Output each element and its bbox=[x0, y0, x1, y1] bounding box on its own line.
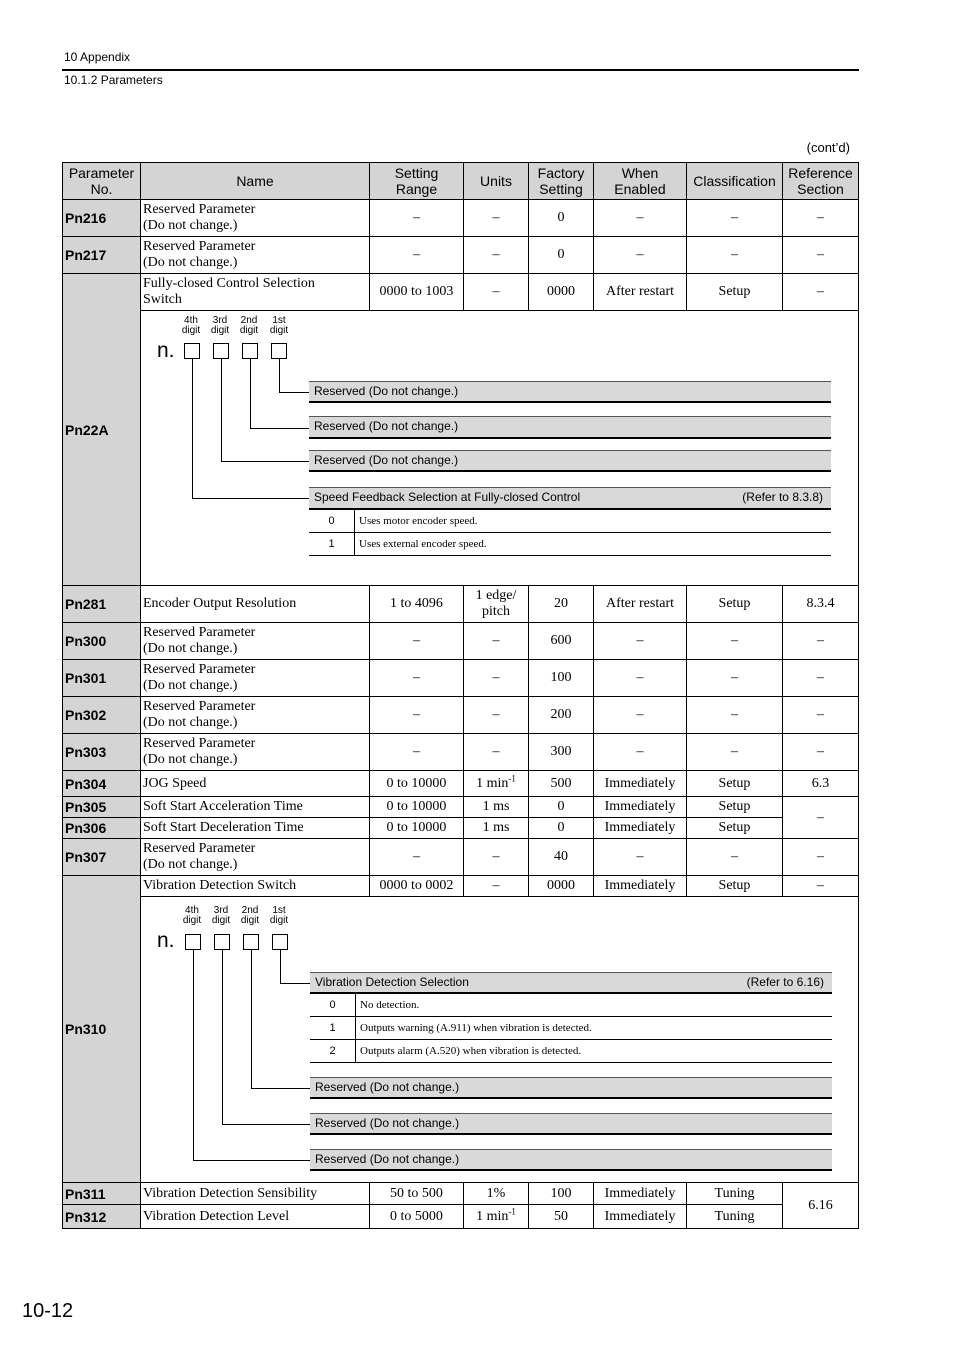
factory-setting: 100 bbox=[529, 660, 594, 697]
setting-range: – bbox=[370, 200, 464, 237]
digit-box-2nd bbox=[243, 934, 259, 950]
pn22a-digit-diagram bbox=[143, 311, 856, 584]
option-value: 0 bbox=[309, 510, 355, 532]
when-enabled: After restart bbox=[594, 586, 687, 623]
pn22a-diagram-cell bbox=[141, 311, 859, 586]
leader-line bbox=[279, 359, 280, 392]
table-row bbox=[63, 623, 859, 660]
param-name: Reserved Parameter (Do not change.) bbox=[141, 660, 370, 697]
parameter-prefix: n. bbox=[157, 929, 175, 952]
leader-line bbox=[251, 1088, 310, 1089]
reference-section: – bbox=[783, 839, 859, 876]
reference-section: 6.16 bbox=[783, 1183, 859, 1229]
reference-section: – bbox=[783, 697, 859, 734]
param-name: Reserved Parameter (Do not change.) bbox=[141, 200, 370, 237]
param-name: Reserved Parameter (Do not change.) bbox=[141, 734, 370, 771]
units: 1 ms bbox=[464, 818, 529, 839]
units: – bbox=[464, 697, 529, 734]
when-enabled: Immediately bbox=[594, 1205, 687, 1229]
option-text: Outputs alarm (A.520) when vibration is detected. bbox=[360, 1045, 582, 1057]
units: – bbox=[464, 237, 529, 274]
units: – bbox=[464, 876, 529, 897]
units: – bbox=[464, 660, 529, 697]
digit-label-2nd: 2nd digit bbox=[239, 315, 259, 336]
param-name: Fully-closed Control Selection Switch bbox=[141, 274, 370, 311]
reference-section: – bbox=[783, 797, 859, 839]
option-row bbox=[309, 510, 831, 533]
when-enabled: After restart bbox=[594, 274, 687, 311]
digit-label-3rd: 3rd digit bbox=[211, 905, 231, 926]
units bbox=[464, 1205, 529, 1229]
column-header-units: Units bbox=[464, 163, 529, 200]
leader-line bbox=[222, 1124, 310, 1125]
param-name: Encoder Output Resolution bbox=[141, 586, 370, 623]
factory-setting: 40 bbox=[529, 839, 594, 876]
column-header-parameter-no: Parameter No. bbox=[63, 163, 141, 200]
reference-section: – bbox=[783, 876, 859, 897]
classification: Setup bbox=[687, 274, 783, 311]
setting-range: – bbox=[370, 697, 464, 734]
pn310-diagram-cell bbox=[141, 897, 859, 1183]
leader-line bbox=[279, 392, 309, 393]
when-enabled: Immediately bbox=[594, 1183, 687, 1205]
classification: – bbox=[687, 623, 783, 660]
factory-setting: 300 bbox=[529, 734, 594, 771]
param-number: Pn306 bbox=[63, 818, 141, 839]
setting-range: – bbox=[370, 623, 464, 660]
when-enabled: – bbox=[594, 697, 687, 734]
leader-line bbox=[193, 950, 194, 1160]
digit-box-2nd bbox=[242, 343, 258, 359]
continued-label: (cont’d) bbox=[806, 140, 850, 155]
when-enabled: Immediately bbox=[594, 818, 687, 839]
reference-section: – bbox=[783, 660, 859, 697]
param-number: Pn303 bbox=[63, 734, 141, 771]
units-text: 1 min bbox=[476, 775, 509, 791]
classification: – bbox=[687, 660, 783, 697]
units: – bbox=[464, 734, 529, 771]
param-number: Pn312 bbox=[63, 1205, 141, 1229]
digit-label-2nd: 2nd digit bbox=[240, 905, 260, 926]
leader-line bbox=[250, 428, 309, 429]
table-row bbox=[63, 237, 859, 274]
setting-range: 0 to 10000 bbox=[370, 797, 464, 818]
param-number: Pn281 bbox=[63, 586, 141, 623]
param-number: Pn301 bbox=[63, 660, 141, 697]
option-row bbox=[310, 1017, 832, 1040]
classification: Tuning bbox=[687, 1183, 783, 1205]
param-number: Pn300 bbox=[63, 623, 141, 660]
bar-title: Reserved (Do not change.) bbox=[315, 1116, 460, 1130]
classification: Setup bbox=[687, 876, 783, 897]
digit-label-3rd: 3rd digit bbox=[210, 315, 230, 336]
leader-line bbox=[192, 498, 309, 499]
digit-label-1st: 1st digit bbox=[269, 315, 289, 336]
parameter-prefix: n. bbox=[157, 339, 175, 362]
option-row bbox=[310, 1040, 832, 1063]
header-rule bbox=[62, 69, 859, 71]
param-name: Soft Start Acceleration Time bbox=[141, 797, 370, 818]
param-number: Pn305 bbox=[63, 797, 141, 818]
units: – bbox=[464, 623, 529, 660]
table-row bbox=[63, 274, 859, 311]
setting-range: – bbox=[370, 839, 464, 876]
table-header-row bbox=[63, 163, 859, 200]
param-number: Pn217 bbox=[63, 237, 141, 274]
reference-section: – bbox=[783, 734, 859, 771]
table-row bbox=[63, 697, 859, 734]
setting-bar-digit-3 bbox=[309, 450, 831, 472]
param-name: Vibration Detection Sensibility bbox=[141, 1183, 370, 1205]
option-text: Outputs warning (A.911) when vibration is detected. bbox=[360, 1022, 592, 1034]
bar-title: Reserved (Do not change.) bbox=[315, 1080, 460, 1094]
option-text: No detection. bbox=[360, 999, 420, 1011]
units bbox=[464, 771, 529, 797]
setting-bar-digit-4 bbox=[310, 1149, 832, 1171]
setting-bar-digit-2 bbox=[310, 1077, 832, 1099]
leader-line bbox=[251, 950, 252, 1088]
classification: – bbox=[687, 734, 783, 771]
digit-box-1st bbox=[272, 934, 288, 950]
units-text: 1 min bbox=[476, 1208, 509, 1224]
param-name: Vibration Detection Switch bbox=[141, 876, 370, 897]
table-row bbox=[63, 586, 859, 623]
param-name: JOG Speed bbox=[141, 771, 370, 797]
factory-setting: 0 bbox=[529, 818, 594, 839]
leader-line bbox=[280, 983, 310, 984]
factory-setting: 50 bbox=[529, 1205, 594, 1229]
table-row bbox=[63, 660, 859, 697]
leader-line bbox=[221, 461, 309, 462]
factory-setting: 0000 bbox=[529, 274, 594, 311]
param-name: Reserved Parameter (Do not change.) bbox=[141, 237, 370, 274]
when-enabled: Immediately bbox=[594, 771, 687, 797]
setting-range: 0000 to 0002 bbox=[370, 876, 464, 897]
option-value: 1 bbox=[309, 533, 355, 555]
digit-box-4th bbox=[185, 934, 201, 950]
option-value: 2 bbox=[310, 1040, 356, 1062]
table-row bbox=[63, 1183, 859, 1205]
units-exponent: -1 bbox=[508, 772, 516, 783]
leader-line bbox=[221, 359, 222, 461]
classification: Setup bbox=[687, 797, 783, 818]
units: 1 edge/ pitch bbox=[464, 586, 529, 623]
bar-reference: (Refer to 8.3.8) bbox=[742, 490, 823, 504]
setting-bar-digit-3 bbox=[310, 1113, 832, 1135]
reference-section: – bbox=[783, 200, 859, 237]
option-text: Uses motor encoder speed. bbox=[359, 515, 478, 527]
classification: – bbox=[687, 839, 783, 876]
setting-range: 0000 to 1003 bbox=[370, 274, 464, 311]
parameter-table bbox=[62, 162, 859, 1229]
table-row bbox=[63, 734, 859, 771]
reference-section: 6.3 bbox=[783, 771, 859, 797]
table-row bbox=[63, 797, 859, 818]
digit-box-1st bbox=[271, 343, 287, 359]
reference-section: – bbox=[783, 274, 859, 311]
classification: Setup bbox=[687, 586, 783, 623]
page-number: 10-12 bbox=[22, 1300, 74, 1322]
when-enabled: – bbox=[594, 623, 687, 660]
leader-line bbox=[250, 359, 251, 428]
units: – bbox=[464, 839, 529, 876]
bar-title: Reserved (Do not change.) bbox=[314, 419, 459, 433]
chapter-header: 10 Appendix bbox=[64, 50, 131, 64]
leader-line bbox=[192, 359, 193, 498]
table-row bbox=[63, 771, 859, 797]
reference-section: – bbox=[783, 623, 859, 660]
param-name: Reserved Parameter (Do not change.) bbox=[141, 697, 370, 734]
classification: Setup bbox=[687, 771, 783, 797]
column-header-classification: Classification bbox=[687, 163, 783, 200]
setting-bar-digit-4 bbox=[309, 487, 831, 510]
column-header-setting-range: Setting Range bbox=[370, 163, 464, 200]
classification: Setup bbox=[687, 818, 783, 839]
param-number: Pn307 bbox=[63, 839, 141, 876]
units: 1 ms bbox=[464, 797, 529, 818]
factory-setting: 200 bbox=[529, 697, 594, 734]
table-row bbox=[63, 839, 859, 876]
pn310-digit-diagram bbox=[143, 897, 856, 1181]
param-number: Pn302 bbox=[63, 697, 141, 734]
digit-box-3rd bbox=[214, 934, 230, 950]
setting-bar-digit-1 bbox=[310, 972, 832, 994]
digit-diagram-row bbox=[63, 311, 859, 586]
table-row bbox=[63, 200, 859, 237]
classification: Tuning bbox=[687, 1205, 783, 1229]
setting-range: 1 to 4096 bbox=[370, 586, 464, 623]
column-header-factory-setting: Factory Setting bbox=[529, 163, 594, 200]
digit-label-1st: 1st digit bbox=[269, 905, 289, 926]
setting-range: 0 to 5000 bbox=[370, 1205, 464, 1229]
bar-title: Reserved (Do not change.) bbox=[315, 1152, 460, 1166]
param-name: Reserved Parameter (Do not change.) bbox=[141, 839, 370, 876]
leader-line bbox=[280, 950, 281, 983]
when-enabled: – bbox=[594, 200, 687, 237]
factory-setting: 0 bbox=[529, 200, 594, 237]
units-exponent: -1 bbox=[508, 1205, 516, 1216]
setting-bar-digit-1 bbox=[309, 381, 831, 403]
bar-title: Speed Feedback Selection at Fully-closed Control bbox=[314, 490, 581, 504]
factory-setting: 0000 bbox=[529, 876, 594, 897]
param-number: Pn304 bbox=[63, 771, 141, 797]
leader-line bbox=[222, 950, 223, 1124]
setting-range: 0 to 10000 bbox=[370, 771, 464, 797]
when-enabled: – bbox=[594, 660, 687, 697]
option-row bbox=[309, 533, 831, 556]
factory-setting: 100 bbox=[529, 1183, 594, 1205]
column-header-reference-section: Reference Section bbox=[783, 163, 859, 200]
column-header-when-enabled: When Enabled bbox=[594, 163, 687, 200]
setting-bar-digit-2 bbox=[309, 416, 831, 439]
when-enabled: Immediately bbox=[594, 797, 687, 818]
units: – bbox=[464, 274, 529, 311]
classification: – bbox=[687, 200, 783, 237]
classification: – bbox=[687, 697, 783, 734]
when-enabled: – bbox=[594, 839, 687, 876]
factory-setting: 0 bbox=[529, 237, 594, 274]
table-row bbox=[63, 818, 859, 839]
setting-range: 0 to 10000 bbox=[370, 818, 464, 839]
reference-section: – bbox=[783, 237, 859, 274]
digit-box-3rd bbox=[213, 343, 229, 359]
param-number: Pn22A bbox=[63, 274, 141, 586]
classification: – bbox=[687, 237, 783, 274]
bar-title: Reserved (Do not change.) bbox=[314, 384, 459, 398]
when-enabled: – bbox=[594, 734, 687, 771]
reference-section: 8.3.4 bbox=[783, 586, 859, 623]
option-row bbox=[310, 994, 832, 1017]
table-row bbox=[63, 1205, 859, 1229]
column-header-name: Name bbox=[141, 163, 370, 200]
digit-label-4th: 4th digit bbox=[181, 315, 201, 336]
setting-range: – bbox=[370, 237, 464, 274]
bar-title: Vibration Detection Selection bbox=[315, 975, 469, 989]
param-name: Reserved Parameter (Do not change.) bbox=[141, 623, 370, 660]
setting-range: – bbox=[370, 734, 464, 771]
setting-range: – bbox=[370, 660, 464, 697]
when-enabled: Immediately bbox=[594, 876, 687, 897]
param-number: Pn310 bbox=[63, 876, 141, 1183]
param-number: Pn216 bbox=[63, 200, 141, 237]
factory-setting: 20 bbox=[529, 586, 594, 623]
bar-title: Reserved (Do not change.) bbox=[314, 453, 459, 467]
option-value: 0 bbox=[310, 994, 356, 1016]
digit-diagram-row bbox=[63, 897, 859, 1183]
digit-box-4th bbox=[184, 343, 200, 359]
param-name: Vibration Detection Level bbox=[141, 1205, 370, 1229]
bar-reference: (Refer to 6.16) bbox=[746, 975, 824, 989]
factory-setting: 0 bbox=[529, 797, 594, 818]
param-number: Pn311 bbox=[63, 1183, 141, 1205]
digit-label-4th: 4th digit bbox=[182, 905, 202, 926]
factory-setting: 600 bbox=[529, 623, 594, 660]
factory-setting: 500 bbox=[529, 771, 594, 797]
units: 1% bbox=[464, 1183, 529, 1205]
leader-line bbox=[193, 1160, 310, 1161]
table-row bbox=[63, 876, 859, 897]
param-name: Soft Start Deceleration Time bbox=[141, 818, 370, 839]
option-text: Uses external encoder speed. bbox=[359, 538, 487, 550]
section-header: 10.1.2 Parameters bbox=[64, 73, 163, 87]
option-value: 1 bbox=[310, 1017, 356, 1039]
units: – bbox=[464, 200, 529, 237]
when-enabled: – bbox=[594, 237, 687, 274]
setting-range: 50 to 500 bbox=[370, 1183, 464, 1205]
